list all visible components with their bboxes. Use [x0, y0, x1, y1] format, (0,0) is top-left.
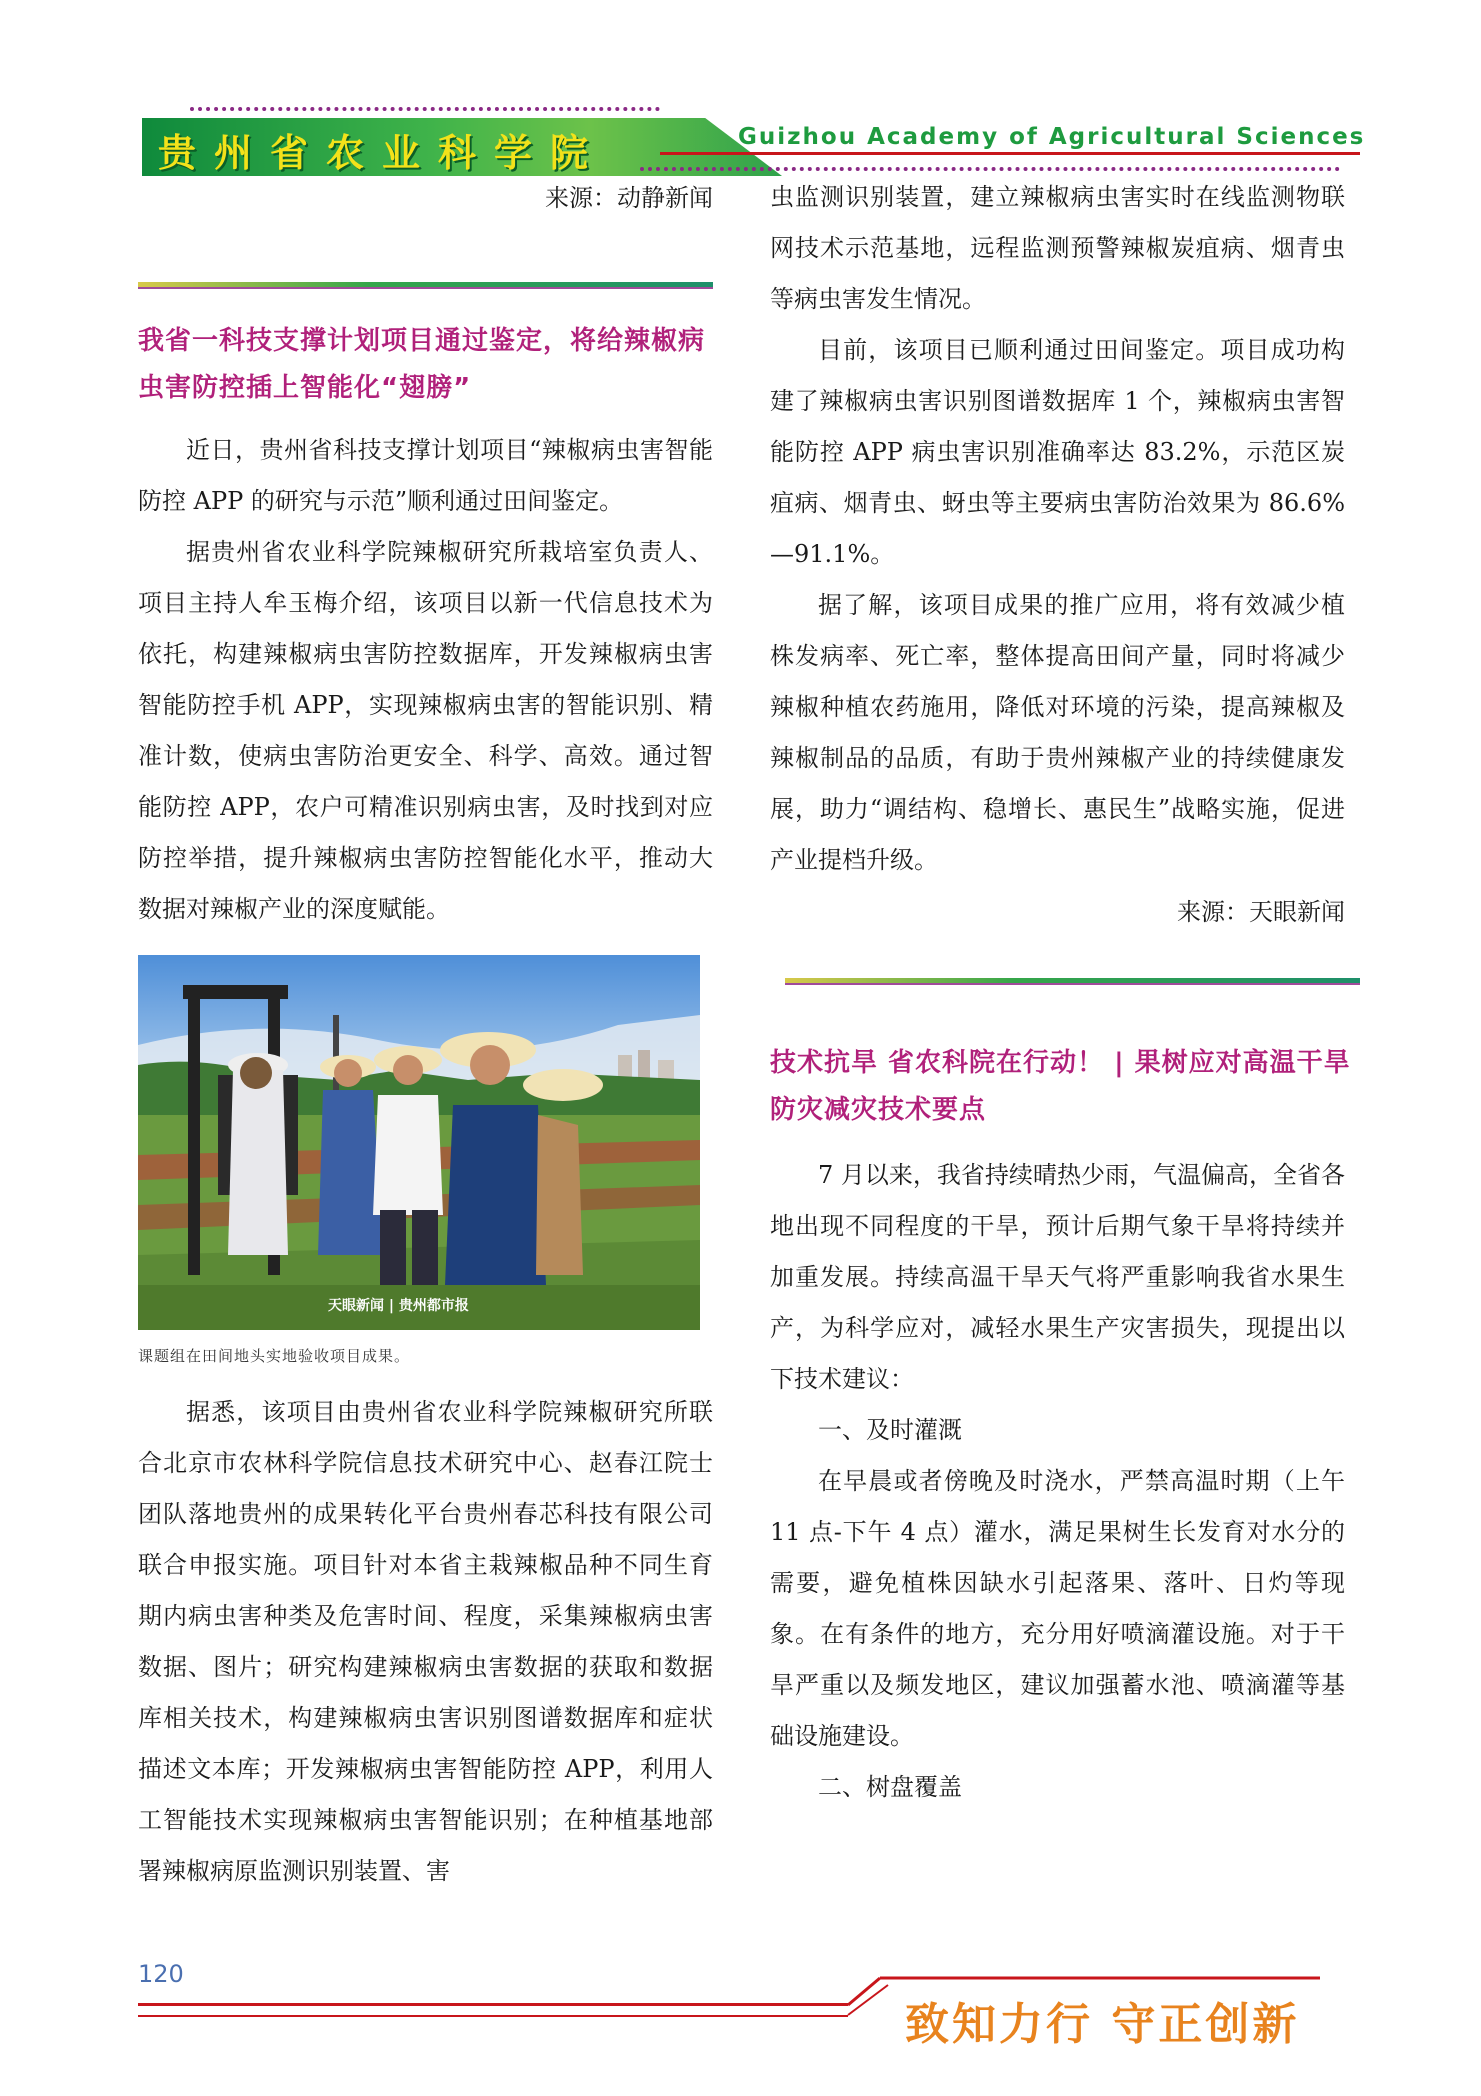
- right-article-body: [770, 172, 1345, 886]
- right-paragraph: 在早晨或者傍晚及时浇水，严禁高温时期（上午 11 点-下午 4 点）灌水，满足果树生长发育对水分的需要，避免植株因缺水引起落果、落叶、日灼等现象。在有条件的地方，充分用好喷滴灌设施。对于干旱严重以及频发地区，建议加强蓄水池、喷滴灌等基础设施建设。: [770, 1467, 1345, 1750]
- left-separator: [138, 282, 713, 289]
- right-subheading: 一、及时灌溉: [818, 1416, 962, 1444]
- header-dotted-line-top: [190, 107, 660, 111]
- header-dotted-line-bottom: [640, 167, 1340, 171]
- right-article-body-2: [770, 1150, 1345, 1813]
- footer-slogan: 致知力行 守正创新: [905, 1999, 1300, 2050]
- header-cn-title: 贵州省农业科学院: [158, 131, 607, 175]
- right-source: 来源：天眼新闻: [1177, 898, 1345, 926]
- right-paragraph: 7 月以来，我省持续晴热少雨，气温偏高，全省各地出现不同程度的干旱，预计后期气象干旱将持续并加重发展。持续高温干旱天气将严重影响我省水果生产，为科学应对，减轻水果生产灾害损失，现提出以下技术建议：: [770, 1161, 1345, 1393]
- right-paragraph: 据了解，该项目成果的推广应用，将有效减少植株发病率、死亡率，整体提高田间产量，同时将减少辣椒种植农药施用，降低对环境的污染，提高辣椒及辣椒制品的品质，有助于贵州辣椒产业的持续健康发展，助力“调结构、稳增长、惠民生”战略实施，促进产业提档升级。: [770, 591, 1345, 874]
- footer-red-line-2: [138, 2015, 848, 2017]
- article-photo: [138, 955, 700, 1330]
- left-article-body: [138, 425, 713, 935]
- left-source-top: 来源：动静新闻: [545, 184, 713, 212]
- photo-watermark: 天眼新闻 | 贵州都市报: [328, 1298, 469, 1314]
- left-paragraph: 据悉，该项目由贵州省农业科学院辣椒研究所联合北京市农林科学院信息技术研究中心、赵春江院士团队落地贵州的成果转化平台贵州春芯科技有限公司联合申报实施。项目针对本省主栽辣椒品种不同生育期内病虫害种类及危害时间、程度，采集辣椒病虫害数据、图片；研究构建辣椒病虫害数据的获取和数据库相关技术，构建辣椒病虫害识别图谱数据库和症状描述文本库；开发辣椒病虫害智能防控 APP，利用人工智能技术实现辣椒病虫害智能识别；在种植基地部署辣椒病原监测识别装置、害: [138, 1398, 713, 1885]
- photo-caption: 课题组在田间地头实地验收项目成果。: [138, 1347, 411, 1365]
- footer-red-line: [138, 2003, 848, 2006]
- left-paragraph: 近日，贵州省科技支撑计划项目“辣椒病虫害智能防控 APP 的研究与示范”顺利通过田间鉴定。: [138, 436, 713, 515]
- right-subheading: 二、树盘覆盖: [818, 1773, 962, 1801]
- left-paragraph: 据贵州省农业科学院辣椒研究所栽培室负责人、项目主持人牟玉梅介绍，该项目以新一代信息技术为依托，构建辣椒病虫害防控数据库，开发辣椒病虫害智能防控手机 APP，实现辣椒病虫害的智能识别、精准计数，使病虫害防治更安全、科学、高效。通过智能防控 APP，农户可精准识别病虫害，及时找到对应防控举措，提升辣椒病虫害防控智能化水平，推动大数据对辣椒产业的深度赋能。: [138, 538, 713, 923]
- header-en-title: Guizhou Academy of Agricultural Sciences: [738, 124, 1366, 150]
- left-article-body-2: [138, 1387, 713, 1897]
- right-separator: [785, 978, 1360, 985]
- left-headline: 我省一科技支撑计划项目通过鉴定，将给辣椒病虫害防控插上智能化“翅膀”: [138, 326, 706, 403]
- header-red-line: [660, 152, 1360, 155]
- right-paragraph: 目前，该项目已顺利通过田间鉴定。项目成功构建了辣椒病虫害识别图谱数据库 1 个，辣椒病虫害智能防控 APP 病虫害识别准确率达 83.2%，示范区炭疽病、烟青虫、蚜虫等主要病虫害防治效果为 86.6%—91.1%。: [770, 336, 1345, 568]
- right-paragraph-continued: 虫监测识别装置，建立辣椒病虫害实时在线监测物联网技术示范基地，远程监测预警辣椒炭疽病、烟青虫等病虫害发生情况。: [770, 183, 1345, 313]
- page-number: 120: [138, 1960, 184, 1988]
- field-photo-illustration: [138, 955, 700, 1330]
- right-headline: 技术抗旱 省农科院在行动！ | 果树应对高温干旱防灾减灾技术要点: [770, 1048, 1351, 1125]
